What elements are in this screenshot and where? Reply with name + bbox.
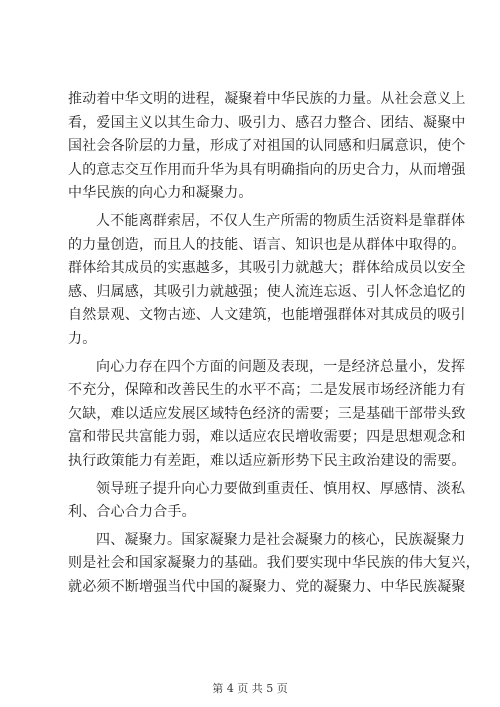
text-line: 人的意志交互作用而升华为具有明确指向的历史合力，从而增强	[68, 161, 466, 178]
text-line: 人不能离群索居，不仅人生产所需的物质生活资料是靠群体	[96, 212, 466, 229]
text-line: 的力量创造，而且人的技能、语言、知识也是从群体中取得的。	[68, 236, 466, 253]
text-line: 群体给其成员的实惠越多，其吸引力就越大；群体给成员以安全	[68, 260, 466, 277]
paragraph-5	[68, 529, 480, 600]
text-line: 感、归属感，其吸引力就越强；使人流连忘返、引人怀念追忆的	[68, 283, 466, 300]
paragraph-3	[68, 356, 466, 474]
text-line: 欠缺，难以适应发展区域特色经济的需要；三是基础干部带头致	[68, 405, 466, 422]
text-line: 中华民族的向心力和凝聚力。	[68, 185, 253, 202]
document-body	[68, 88, 480, 603]
paragraph-4	[68, 478, 466, 525]
text-line: 执行政策能力有差距，难以适应新形势下民主政治建设的需要。	[68, 452, 466, 469]
paragraph-1	[68, 88, 466, 206]
text-line: 推动着中华文明的进程，凝聚着中华民族的力量。从社会意义上	[68, 91, 466, 107]
text-line: 国社会各阶层的力量，形成了对祖国的认同感和归属意识，使个	[68, 138, 466, 155]
text-line: 利、合心合力合手。	[68, 504, 196, 521]
text-line: 自然景观、文物古迹、人文建筑，也能增强群体对其成员的吸引	[68, 307, 466, 324]
page-footer	[0, 680, 500, 696]
page-number-label: 第 4 页 共 5 页	[212, 682, 288, 695]
text-line: 领导班子提升向心力要做到重责任、慎用权、厚感情、淡私	[96, 480, 466, 497]
text-line: 力。	[68, 330, 97, 347]
text-line: 就必须不断增强当代中国的凝聚力、党的凝聚力、中华民族凝聚	[68, 578, 466, 595]
text-line: 富和带民共富能力弱，难以适应农民增收需要；四是思想观念和	[68, 429, 466, 446]
paragraph-2	[68, 210, 466, 352]
text-line: 不充分，保障和改善民生的水平不高；二是发展市场经济能力有	[68, 382, 466, 399]
text-line: 则是社会和国家凝聚力的基础。我们要实现中华民族的伟大复兴，	[68, 555, 480, 572]
text-line: 看，爱国主义以其生命力、吸引力、感召力整合、团结、凝聚中	[68, 114, 466, 131]
text-line: 四、凝聚力。国家凝聚力是社会凝聚力的核心，民族凝聚力	[96, 531, 466, 548]
text-line: 向心力存在四个方面的问题及表现，一是经济总量小，发挥	[96, 358, 466, 375]
